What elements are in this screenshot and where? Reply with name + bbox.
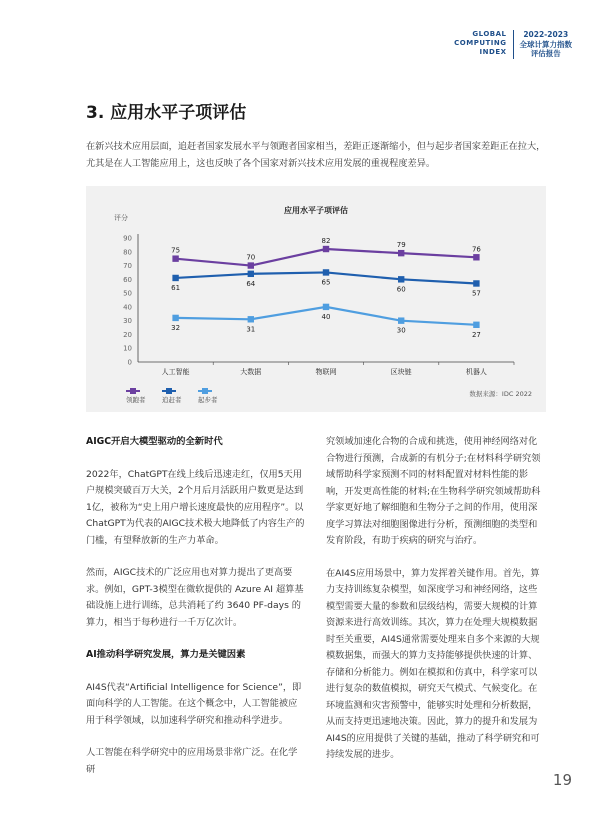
header-index-name (454, 30, 512, 59)
data-point (473, 322, 479, 328)
data-point (172, 275, 178, 281)
body-paragraph: 然而，AIGC技术的广泛应用也对算力提出了更高要求。例如，GPT-3模型在微软提供的 Azure AI 超算基础设施上进行训练，总共消耗了约 3640 PF-days 的算力，相当于每秒进行一千万亿次计。 (86, 567, 304, 628)
data-point (323, 304, 329, 310)
data-label: 75 (171, 246, 181, 255)
body-paragraph: 究领域加速化合物的合成和挑选，使用神经网络对化合物进行预测，合成新的有机分子;在材料科学研究领域帮助科学家预测不同的材料配置对材料性能的影响，开发更高性能的材料;在生物科学研究领域帮助科学家更好地了解细胞和生物分子之间的作用，使用深度学习算法对细胞图像进行分析，预测细胞的类型和发育阶段，有助于疾病的研究与治疗。 (326, 436, 541, 546)
section-title: 3. 应用水平子项评估 (86, 103, 247, 123)
data-label: 65 (321, 278, 331, 287)
data-label: 61 (171, 283, 181, 292)
data-point (323, 269, 329, 275)
body-paragraph: 人工智能在科学研究中的应用场景非常广泛。在化学研 (86, 747, 298, 775)
left-column (86, 434, 306, 794)
header-line: 评估报告 (530, 49, 561, 58)
header-line: COMPUTING (454, 39, 507, 47)
data-label: 27 (471, 330, 481, 339)
x-tick-label: 区块链 (390, 368, 412, 376)
data-point (323, 246, 329, 252)
right-column (326, 434, 546, 780)
y-tick-label: 60 (123, 275, 132, 284)
data-point (398, 276, 404, 282)
data-label: 31 (246, 325, 256, 334)
x-tick-label: 机器人 (465, 368, 487, 376)
header-line: GLOBAL (472, 30, 507, 38)
data-point (248, 316, 254, 322)
data-source-note: 数据来源：IDC 2022 (469, 390, 532, 398)
x-tick-label: 物联网 (315, 368, 337, 376)
data-point (473, 254, 479, 260)
data-point (473, 280, 479, 286)
header-line: INDEX (479, 48, 507, 56)
y-tick-label: 90 (123, 234, 132, 243)
data-point (248, 271, 254, 277)
y-tick-label: 80 (123, 248, 132, 257)
x-tick-label: 人工智能 (161, 368, 190, 376)
data-label: 40 (321, 312, 331, 321)
data-point (398, 250, 404, 256)
legend-label: 领跑者 (126, 396, 146, 404)
line-chart (86, 186, 546, 412)
legend-swatch-marker (166, 388, 172, 394)
subheading: AIGC开启大模型驱动的全新时代 (86, 436, 223, 447)
y-axis-label: 评分 (114, 214, 128, 222)
data-label: 82 (321, 237, 331, 246)
y-tick-label: 70 (123, 262, 132, 271)
data-label: 30 (396, 326, 406, 335)
body-paragraph: 2022年，ChatGPT在线上线后迅速走红，仅用5天用户规模突破百万大关，2个月后月活跃用户数更是达到1亿，被称为“史上用户增长速度最快的应用程序”。以ChatGPT为代表的AIGC技术极大地降低了内容生产的门槛，有望释放新的生产力革命。 (86, 468, 305, 546)
data-point (398, 317, 404, 323)
body-paragraph: AI4S代表“Artificial Intelligence for Science”，即面向科学的人工智能。在这个概念中，人工智能被应用于科学领域，以加速科学研究和推动科学进步。 (86, 681, 302, 726)
data-point (248, 262, 254, 268)
legend-label: 追赶者 (162, 396, 182, 404)
report-header (454, 30, 572, 59)
data-label: 60 (396, 285, 406, 294)
data-point (172, 315, 178, 321)
header-line: 2022-2023 (523, 30, 569, 39)
legend-swatch-marker (202, 388, 208, 394)
data-label: 64 (246, 279, 256, 288)
intro-paragraph: 在新兴技术应用层面，追赶者国家发展水平与领跑者国家相当，差距正逐渐缩小，但与起步者国家差距正在拉大，尤其是在人工智能应用上，这也反映了各个国家对新兴技术应用发展的重视程度差异。 (86, 141, 546, 169)
body-paragraph: 在AI4S应用场景中，算力发挥着关键作用。首先，算力支持训练复杂模型，如深度学习和神经网络，这些模型需要大量的参数和层级结构，需要大规模的计算资源来进行高效训练。其次，算力在处理大规模数据时至关重要，AI4S通常需要处理来自多个来源的大规模数据集，而强大的算力支持能够提供快速的计算、存储和分析能力。例如在模拟和仿真中，科学家可以进行复杂的数值模拟，研究天气模式、气候变化。在环境监测和灾害预警中，能够实时处理和分析数据，从而支持更迅速地决策。因此，算力的提升和发展为AI4S的应用提供了关键的基础，推动了科学研究和可持续发展的进步。 (326, 567, 540, 760)
y-tick-label: 20 (123, 330, 132, 339)
subheading: AI推动科学研究发展，算力是关键因素 (86, 649, 246, 660)
data-label: 76 (471, 245, 481, 254)
header-report-name (514, 30, 573, 59)
data-label: 57 (471, 289, 481, 298)
legend-swatch-marker (130, 388, 136, 394)
y-tick-label: 40 (123, 303, 132, 312)
chart-panel (86, 186, 546, 412)
y-tick-label: 0 (127, 358, 132, 367)
data-label: 32 (171, 323, 181, 332)
x-tick-label: 大数据 (240, 368, 262, 376)
y-tick-label: 10 (123, 344, 132, 353)
header-line: 全球计算力指数 (519, 39, 572, 49)
data-label: 70 (246, 253, 256, 262)
page-number: 19 (552, 771, 572, 789)
y-tick-label: 30 (123, 317, 132, 326)
data-point (172, 255, 178, 261)
y-tick-label: 50 (123, 289, 132, 298)
data-label: 79 (396, 241, 406, 250)
legend-label: 起步者 (198, 396, 218, 404)
chart-title: 应用水平子项评估 (284, 206, 348, 215)
